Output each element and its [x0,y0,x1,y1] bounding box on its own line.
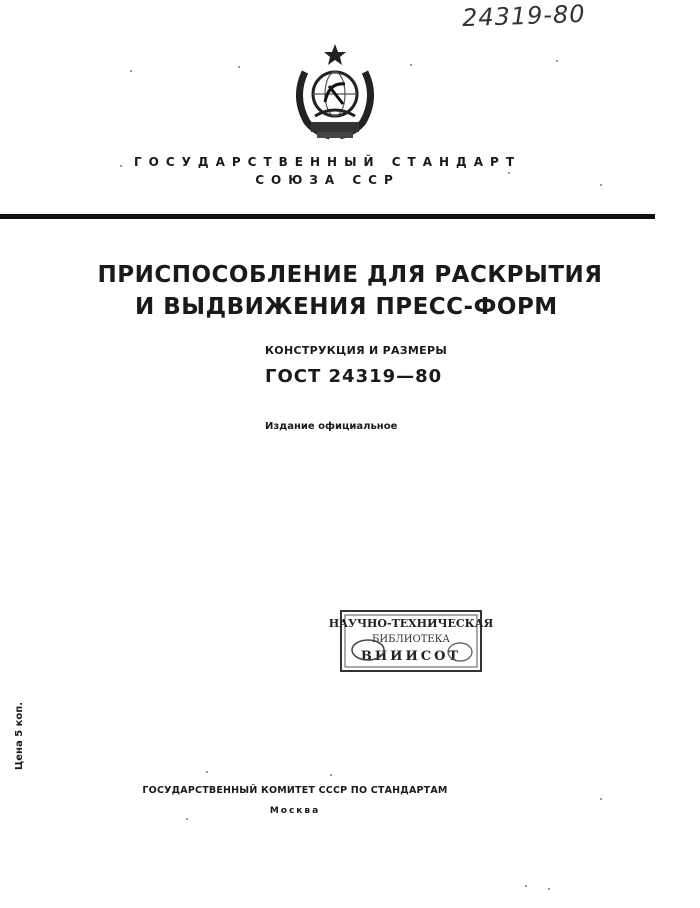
publisher-committee: ГОСУДАРСТВЕННЫЙ КОМИТЕТ СССР ПО СТАНДАРТАМ [142,785,448,796]
edition-label: Издание официальное [265,421,398,432]
library-stamp [328,610,494,672]
scan-speck [600,184,602,186]
scan-speck [238,66,240,68]
scan-speck [410,64,412,66]
publisher-city: Москва [269,806,321,816]
handwritten-note: 24319-80 [461,0,586,33]
stamp-line1: НАУЧНО-ТЕХНИЧЕСКАЯ [328,617,494,630]
scan-speck [525,885,527,887]
state-emblem-icon [285,42,385,142]
scan-speck [120,165,122,167]
document-title-line1: ПРИСПОСОБЛЕНИЕ ДЛЯ РАСКРЫТИЯ [97,262,603,288]
stamp-line3: ВНИИСОТ [360,649,462,664]
document-title-line2: И ВЫДВИЖЕНИЯ ПРЕСС-ФОРМ [135,294,558,320]
standard-number: ГОСТ 24319—80 [265,366,443,387]
price-label: Цена 5 коп. [14,701,25,770]
scan-speck [508,172,510,174]
state-standard-heading: ГОСУДАРСТВЕННЫЙ СТАНДАРТ [133,155,522,169]
header-divider [0,214,655,219]
scan-speck [330,774,332,776]
scan-speck [206,771,208,773]
scan-speck [556,60,558,62]
document-subtitle: КОНСТРУКЦИЯ И РАЗМЕРЫ [265,344,448,357]
union-heading: СОЮЗА ССР [255,173,400,187]
scan-speck [600,798,602,800]
stamp-line2: БИБЛИОТЕКА [372,634,450,645]
scan-speck [130,70,132,72]
scan-speck [548,888,550,890]
scan-speck [186,818,188,820]
